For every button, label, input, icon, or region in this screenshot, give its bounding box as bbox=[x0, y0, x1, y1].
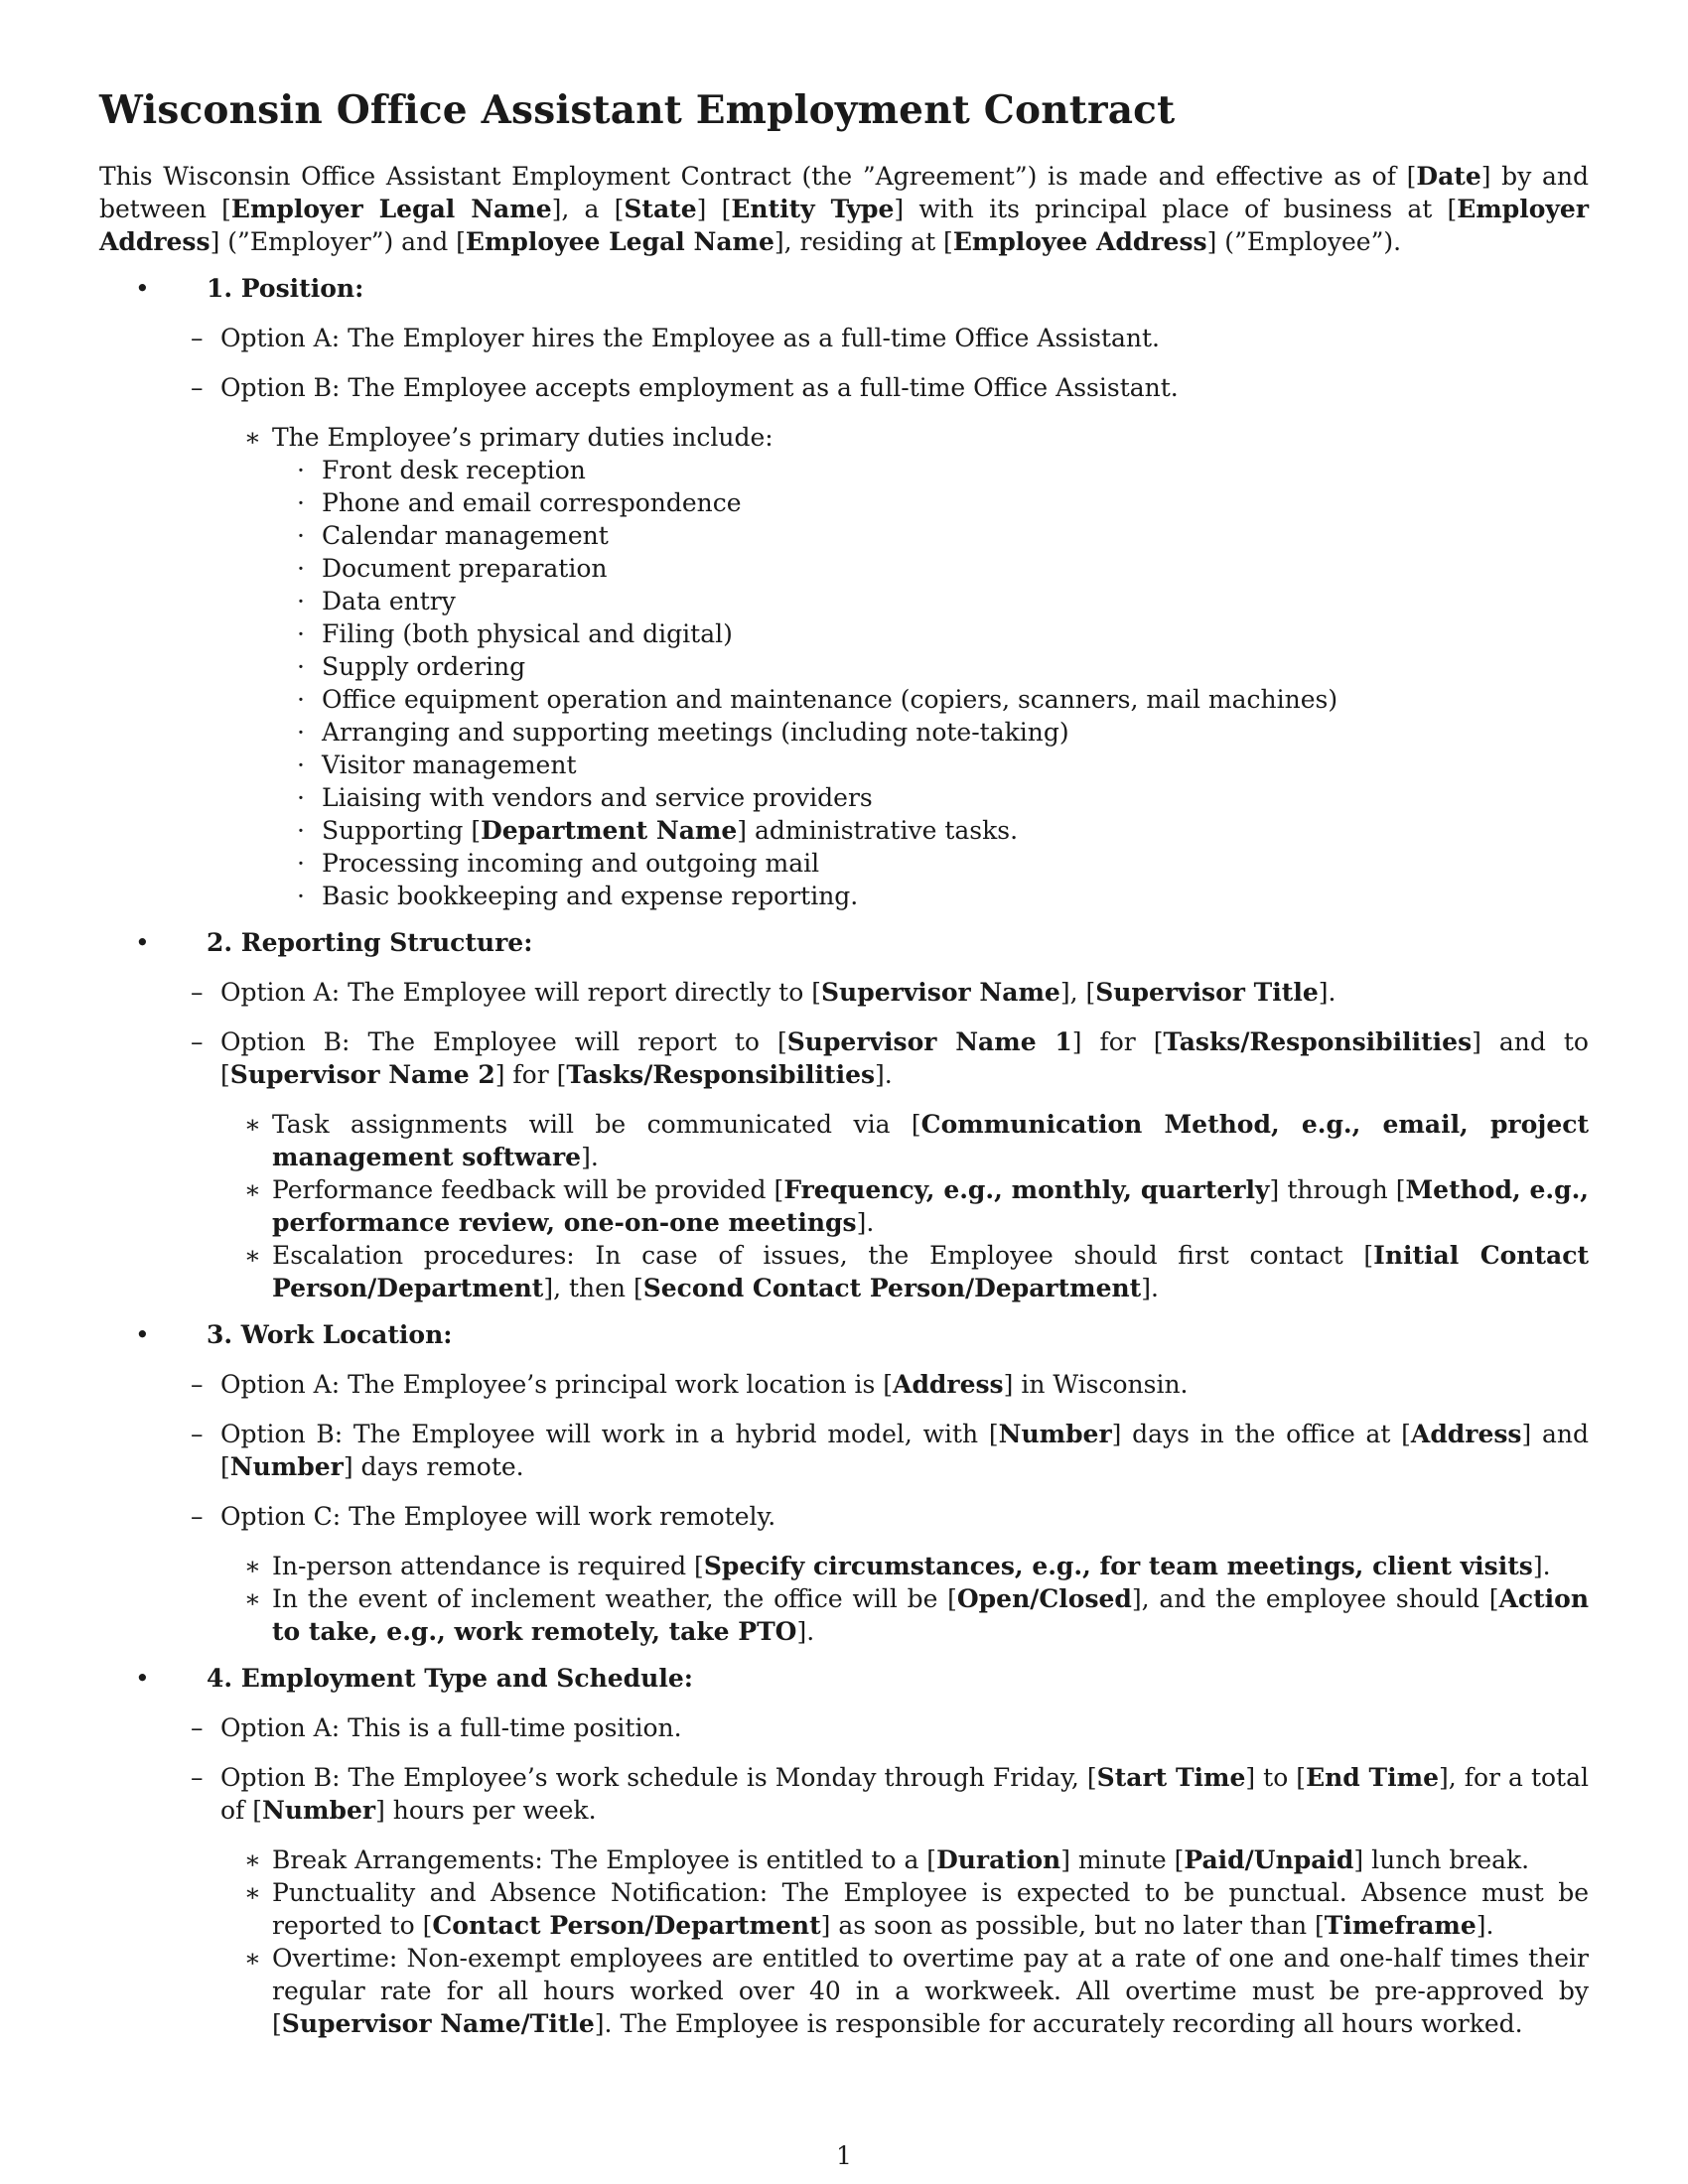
dot-icon: · bbox=[297, 881, 305, 910]
duty-text: Arranging and supporting meetings (including note-taking) bbox=[322, 717, 1069, 747]
item-text: ] lunch break. bbox=[1353, 1844, 1530, 1874]
star-icon: ∗ bbox=[244, 1551, 261, 1580]
list-item bbox=[99, 617, 1589, 650]
item-text: Break Arrangements: The Employee is entitled to a [ bbox=[272, 1844, 937, 1874]
list-item bbox=[99, 552, 1589, 585]
option-text: Option A: The Employer hires the Employee as a full-time Office Assistant. bbox=[220, 323, 1160, 352]
placeholder: End Time bbox=[1306, 1762, 1440, 1792]
list-item bbox=[99, 880, 1589, 912]
placeholder: Number bbox=[229, 1451, 344, 1481]
placeholder: Number bbox=[262, 1795, 376, 1825]
dash-icon: – bbox=[191, 1369, 204, 1399]
star-icon: ∗ bbox=[244, 1174, 261, 1204]
duties-intro: The Employee’s primary duties include: bbox=[272, 422, 774, 452]
section-employment-type bbox=[99, 1662, 1589, 2040]
intro-text: ] with its principal place of business at [ bbox=[894, 194, 1458, 223]
list-item bbox=[99, 814, 1589, 847]
option-b bbox=[99, 1418, 1589, 1483]
list-item bbox=[99, 1108, 1589, 1173]
placeholder: Paid/Unpaid bbox=[1184, 1844, 1354, 1874]
intro-text: This Wisconsin Office Assistant Employment Contract (the ”Agreement”) is made and effective as of [ bbox=[99, 161, 1417, 191]
placeholder: Frequency, e.g., monthly, quarterly bbox=[783, 1174, 1270, 1204]
intro-paragraph bbox=[99, 160, 1589, 258]
bullet-icon: • bbox=[135, 273, 150, 303]
placeholder: Initial Contact Person/Department bbox=[272, 1240, 1589, 1302]
option-text: ] for [ bbox=[494, 1059, 567, 1089]
dash-icon: – bbox=[191, 1501, 204, 1531]
list-item bbox=[99, 716, 1589, 749]
item-text: ] minute [ bbox=[1060, 1844, 1185, 1874]
star-icon: ∗ bbox=[244, 1240, 261, 1270]
option-b bbox=[99, 1025, 1589, 1304]
star-icon: ∗ bbox=[244, 422, 261, 452]
dot-icon: · bbox=[297, 750, 305, 779]
dash-icon: – bbox=[191, 1026, 204, 1056]
document-title: Wisconsin Office Assistant Employment Contract bbox=[99, 87, 1176, 133]
dot-icon: · bbox=[297, 553, 305, 583]
placeholder: Tasks/Responsibilities bbox=[566, 1059, 876, 1089]
section-reporting-structure bbox=[99, 926, 1589, 1304]
dash-icon: – bbox=[191, 977, 204, 1007]
list-item bbox=[99, 1239, 1589, 1304]
item-text: In the event of inclement weather, the office will be [ bbox=[272, 1583, 957, 1613]
list-item bbox=[99, 1942, 1589, 2040]
duty-text: Phone and email correspondence bbox=[322, 487, 742, 517]
list-item bbox=[99, 585, 1589, 617]
placeholder-employer-name: Employer Legal Name bbox=[230, 194, 552, 223]
duty-text: Data entry bbox=[322, 586, 456, 615]
placeholder-employer-address: Employer Address bbox=[99, 194, 1590, 256]
option-text: ], for a total of [ bbox=[220, 1762, 1589, 1825]
placeholder: Number bbox=[998, 1419, 1112, 1448]
option-text: ], [ bbox=[1059, 977, 1096, 1007]
dash-icon: – bbox=[191, 1419, 204, 1448]
bullet-icon: • bbox=[135, 927, 150, 957]
dash-icon: – bbox=[191, 372, 204, 402]
placeholder-entity-type: Entity Type bbox=[731, 194, 895, 223]
item-text: ] through [ bbox=[1269, 1174, 1406, 1204]
item-text: ]. bbox=[1476, 1910, 1494, 1940]
dash-icon: – bbox=[191, 1712, 204, 1742]
star-icon: ∗ bbox=[244, 1943, 261, 1973]
item-text: ]. The Employee is responsible for accurately recording all hours worked. bbox=[594, 2008, 1523, 2038]
list-item bbox=[99, 781, 1589, 814]
item-text: ]. bbox=[796, 1616, 815, 1646]
option-a bbox=[99, 976, 1589, 1009]
option-a bbox=[99, 1711, 1589, 1744]
option-text: ] and to [ bbox=[220, 1026, 1589, 1089]
option-a bbox=[99, 1368, 1589, 1401]
list-item bbox=[99, 1876, 1589, 1942]
option-text: ] in Wisconsin. bbox=[1003, 1369, 1189, 1399]
option-text: Option A: The Employee’s principal work location is [ bbox=[220, 1369, 894, 1399]
duties-list bbox=[99, 421, 1589, 912]
star-icon: ∗ bbox=[244, 1109, 261, 1139]
bullet-icon: • bbox=[135, 1663, 150, 1693]
option-text: Option B: The Employee accepts employment as a full-time Office Assistant. bbox=[220, 372, 1179, 402]
item-text: In-person attendance is required [ bbox=[272, 1551, 704, 1580]
duty-text: Supply ordering bbox=[322, 651, 526, 681]
item-text: ], then [ bbox=[543, 1273, 643, 1302]
option-text: Option B: The Employee will report to [ bbox=[220, 1026, 787, 1056]
placeholder: Duration bbox=[936, 1844, 1061, 1874]
item-text: Escalation procedures: In case of issues, the Employee should first contact [ bbox=[272, 1240, 1374, 1270]
option-text: Option B: The Employee will work in a hybrid model, with [ bbox=[220, 1419, 999, 1448]
placeholder: Supervisor Name/Title bbox=[281, 2008, 595, 2038]
placeholder: Address bbox=[1410, 1419, 1522, 1448]
item-text: ]. bbox=[856, 1207, 875, 1237]
duty-text: Visitor management bbox=[322, 750, 577, 779]
option-c bbox=[99, 1500, 1589, 1648]
list-item bbox=[99, 847, 1589, 880]
placeholder-employee-name: Employee Legal Name bbox=[465, 226, 774, 256]
option-text: ] days in the office at [ bbox=[1111, 1419, 1411, 1448]
intro-text: ] (”Employee”). bbox=[1206, 226, 1402, 256]
star-icon: ∗ bbox=[244, 1877, 261, 1907]
placeholder: Tasks/Responsibilities bbox=[1163, 1026, 1473, 1056]
dash-icon: – bbox=[191, 1762, 204, 1792]
option-text: Option B: The Employee’s work schedule is Monday through Friday, [ bbox=[220, 1762, 1097, 1792]
option-text: ] and [ bbox=[220, 1419, 1589, 1481]
section-title: 1. Position: bbox=[207, 273, 364, 303]
item-text: ]. bbox=[1141, 1273, 1159, 1302]
item-text: ]. bbox=[1532, 1551, 1551, 1580]
dot-icon: · bbox=[297, 618, 305, 648]
option-text: ] for [ bbox=[1071, 1026, 1164, 1056]
list-item bbox=[99, 749, 1589, 781]
option-text: Option A: This is a full-time position. bbox=[220, 1712, 682, 1742]
placeholder: Supervisor Title bbox=[1095, 977, 1319, 1007]
item-text: ] as soon as possible, but no later than [ bbox=[820, 1910, 1325, 1940]
page-number: 1 bbox=[836, 2141, 852, 2170]
item-text: ], and the employee should [ bbox=[1131, 1583, 1499, 1613]
duty-text: Supporting [ bbox=[322, 815, 482, 845]
list-item bbox=[99, 486, 1589, 519]
option-text: ] hours per week. bbox=[375, 1795, 597, 1825]
placeholder: Supervisor Name 1 bbox=[786, 1026, 1072, 1056]
document-page bbox=[99, 87, 1589, 2040]
dot-icon: · bbox=[297, 848, 305, 878]
section-title: 3. Work Location: bbox=[207, 1319, 453, 1349]
duty-text: Processing incoming and outgoing mail bbox=[322, 848, 820, 878]
duty-text: Filing (both physical and digital) bbox=[322, 618, 733, 648]
list-item bbox=[99, 1582, 1589, 1648]
section-position bbox=[99, 272, 1589, 912]
placeholder-date: Date bbox=[1416, 161, 1481, 191]
placeholder: Open/Closed bbox=[956, 1583, 1132, 1613]
option-text: ]. bbox=[875, 1059, 893, 1089]
option-b bbox=[99, 371, 1589, 912]
bullet-icon: • bbox=[135, 1319, 150, 1349]
placeholder: Communication Method, e.g., email, project management software bbox=[272, 1109, 1589, 1171]
star-icon: ∗ bbox=[244, 1844, 261, 1874]
duty-text: ] administrative tasks. bbox=[737, 815, 1019, 845]
duty-text: Front desk reception bbox=[322, 455, 586, 484]
dot-icon: · bbox=[297, 487, 305, 517]
section-title: 4. Employment Type and Schedule: bbox=[207, 1663, 693, 1693]
dot-icon: · bbox=[297, 684, 305, 714]
dash-icon: – bbox=[191, 323, 204, 352]
section-work-location bbox=[99, 1318, 1589, 1648]
placeholder: Supervisor Name 2 bbox=[229, 1059, 495, 1089]
list-item bbox=[99, 650, 1589, 683]
placeholder: Start Time bbox=[1096, 1762, 1246, 1792]
dot-icon: · bbox=[297, 520, 305, 550]
option-text: ]. bbox=[1318, 977, 1336, 1007]
dot-icon: · bbox=[297, 717, 305, 747]
item-text: ]. bbox=[581, 1142, 599, 1171]
item-text: Performance feedback will be provided [ bbox=[272, 1174, 784, 1204]
placeholder: Timeframe bbox=[1324, 1910, 1477, 1940]
duty-text: Calendar management bbox=[322, 520, 609, 550]
duty-text: Office equipment operation and maintenance (copiers, scanners, mail machines) bbox=[322, 684, 1338, 714]
duty-text: Liaising with vendors and service providers bbox=[322, 782, 873, 812]
item-text: Overtime: Non-exempt employees are entitled to overtime pay at a rate of one and one-half times their regular rate for all hours worked over 40 in a workweek. All overtime must be pre-approved by [ bbox=[272, 1943, 1589, 2038]
placeholder-department: Department Name bbox=[481, 815, 738, 845]
dot-icon: · bbox=[297, 782, 305, 812]
list-item bbox=[99, 1550, 1589, 1582]
placeholder-state: State bbox=[624, 194, 697, 223]
option-b bbox=[99, 1761, 1589, 2040]
placeholder: Method, e.g., performance review, one-on-one meetings bbox=[272, 1174, 1589, 1237]
option-text: ] to [ bbox=[1245, 1762, 1307, 1792]
section-title: 2. Reporting Structure: bbox=[207, 927, 533, 957]
intro-text: ], a [ bbox=[551, 194, 625, 223]
duty-text: Document preparation bbox=[322, 553, 608, 583]
placeholder: Address bbox=[893, 1369, 1004, 1399]
dot-icon: · bbox=[297, 651, 305, 681]
dot-icon: · bbox=[297, 586, 305, 615]
list-item bbox=[99, 454, 1589, 486]
placeholder: Second Contact Person/Department bbox=[642, 1273, 1142, 1302]
placeholder: Contact Person/Department bbox=[432, 1910, 821, 1940]
option-text: Option C: The Employee will work remotely. bbox=[220, 1501, 776, 1531]
item-text: Task assignments will be communicated via [ bbox=[272, 1109, 921, 1139]
placeholder-employee-address: Employee Address bbox=[952, 226, 1207, 256]
duty-text: Basic bookkeeping and expense reporting. bbox=[322, 881, 859, 910]
intro-text: ] (”Employer”) and [ bbox=[210, 226, 466, 256]
star-icon: ∗ bbox=[244, 1583, 261, 1613]
placeholder: Supervisor Name bbox=[820, 977, 1060, 1007]
list-item bbox=[99, 1843, 1589, 1876]
list-item bbox=[99, 519, 1589, 552]
item-text: Punctuality and Absence Notification: The Employee is expected to be punctual. Absence must be reported to [ bbox=[272, 1877, 1589, 1940]
placeholder: Specify circumstances, e.g., for team meetings, client visits bbox=[703, 1551, 1533, 1580]
option-a bbox=[99, 322, 1589, 354]
option-text: ] days remote. bbox=[343, 1451, 524, 1481]
intro-text: ] by and between [ bbox=[99, 161, 1589, 223]
intro-text: ], residing at [ bbox=[774, 226, 953, 256]
dot-icon: · bbox=[297, 815, 305, 845]
list-item bbox=[99, 683, 1589, 716]
option-text: Option A: The Employee will report directly to [ bbox=[220, 977, 821, 1007]
placeholder: Action to take, e.g., work remotely, take PTO bbox=[272, 1583, 1589, 1646]
dot-icon: · bbox=[297, 455, 305, 484]
intro-text: ] [ bbox=[696, 194, 732, 223]
list-item bbox=[99, 1173, 1589, 1239]
